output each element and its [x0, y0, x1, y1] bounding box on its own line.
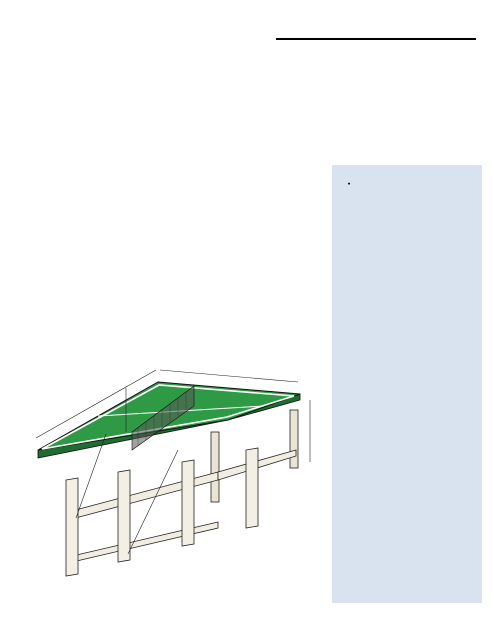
table-leg [290, 410, 298, 468]
key-point-box [332, 165, 482, 603]
table-leg [118, 470, 130, 562]
table-leg [66, 478, 78, 576]
table-leg [211, 432, 219, 502]
running-head [468, 40, 474, 50]
frame-bar [68, 522, 218, 563]
table-illustration [28, 322, 328, 584]
table-leg [182, 460, 194, 546]
frame-bar [68, 472, 218, 520]
table-leg [246, 448, 258, 528]
dimension-width [160, 370, 298, 382]
table-figure [28, 322, 328, 584]
header-rule [276, 38, 476, 40]
